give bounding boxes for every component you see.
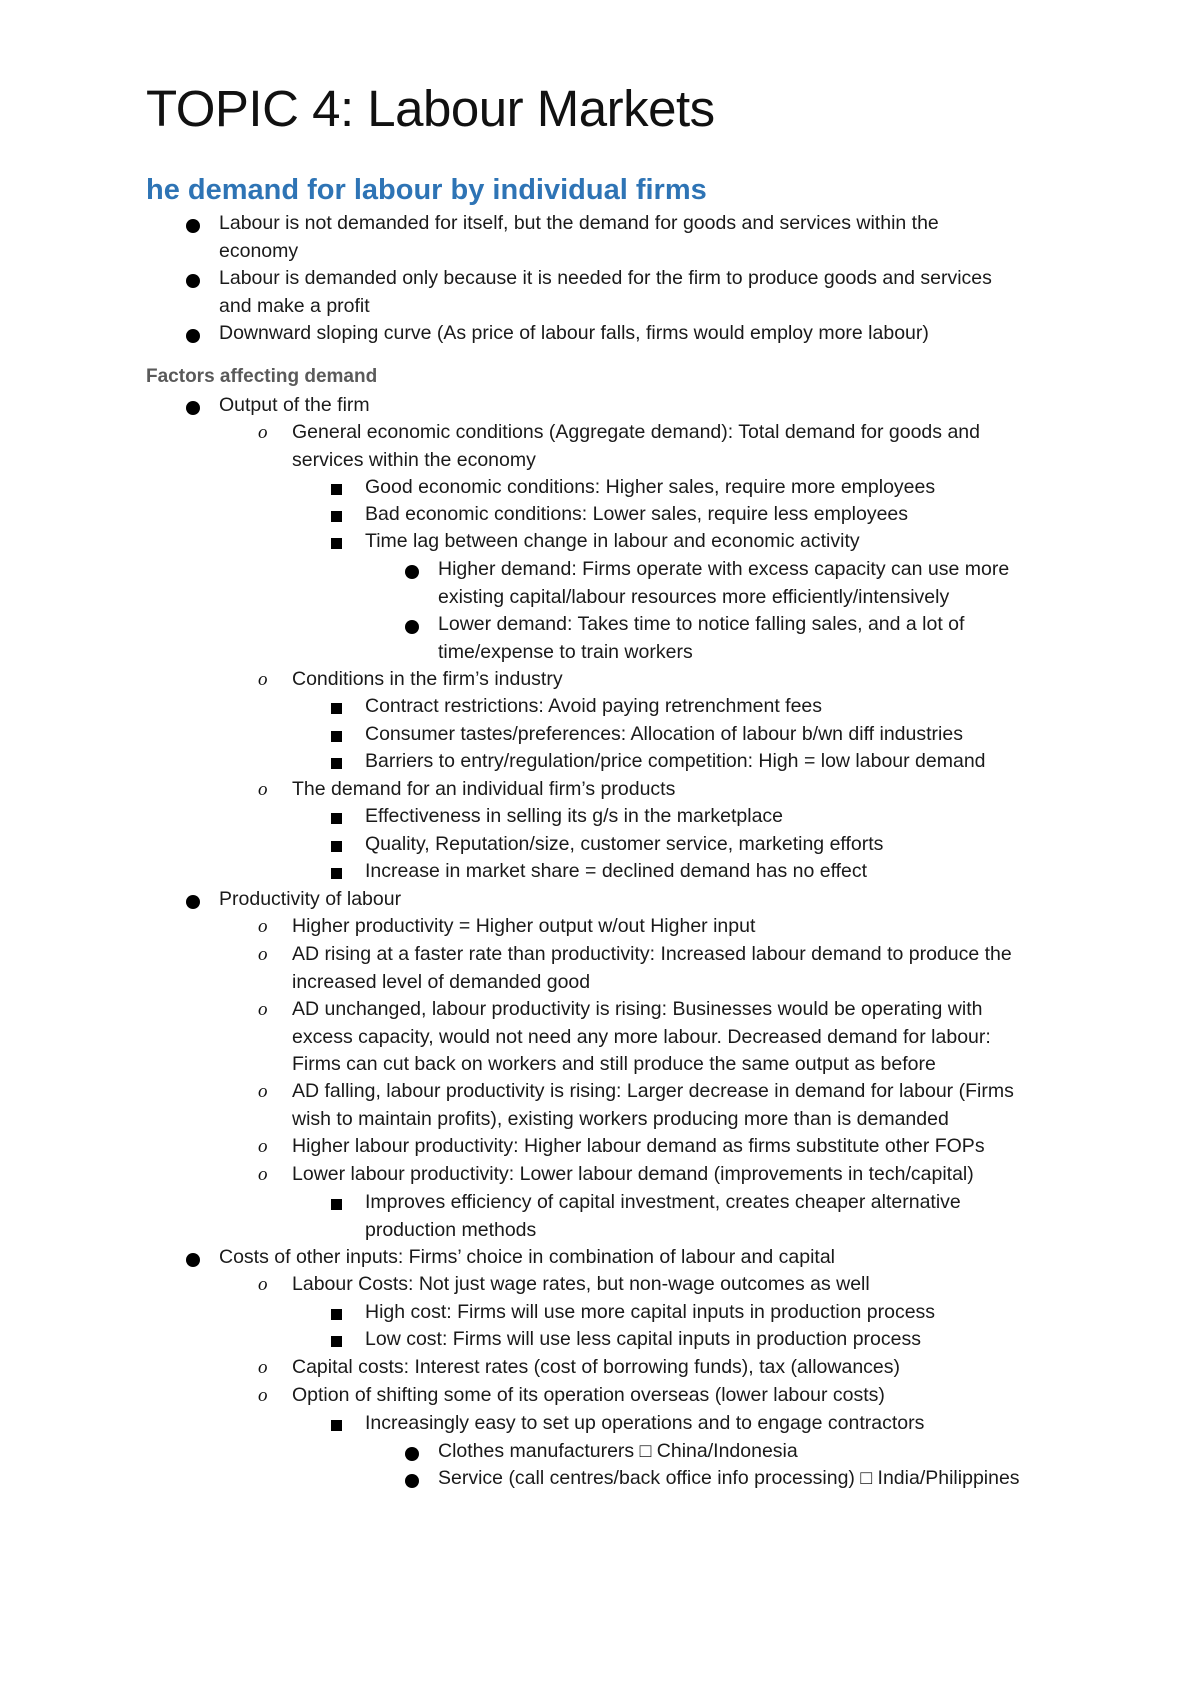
list-item-text: Clothes manufacturers <box>438 1440 635 1462</box>
list-item-text: Labour is not demanded for itself, but the demand for goods and services within the <box>219 212 939 234</box>
list-item <box>219 886 401 914</box>
bullet-circle-icon: o <box>258 1136 268 1157</box>
list-item-text: Labour Costs: Not just wage rates, but non-wage outcomes as well <box>292 1273 870 1295</box>
bullet-disc-icon <box>186 401 200 415</box>
list-item <box>365 693 822 721</box>
list-item <box>258 1133 985 1161</box>
list-item-text: Output of the firm <box>219 394 370 416</box>
list-item-text: AD rising at a faster rate than productivity: Increased labour demand to produce the <box>292 943 1012 965</box>
bullet-square-icon <box>331 841 342 852</box>
bullet-circle-icon: o <box>258 669 268 690</box>
arrow-placeholder-icon: □ <box>860 1467 873 1489</box>
list-item <box>365 858 867 886</box>
page-title: TOPIC 4: Labour Markets <box>146 80 715 137</box>
bullet-circle-icon: o <box>258 1357 268 1378</box>
list-item-text: Effectiveness in selling its g/s in the marketplace <box>365 805 784 827</box>
bullet-circle-icon: o <box>258 999 268 1020</box>
list-item-text: China/Indonesia <box>656 1440 798 1462</box>
list-item-text: AD unchanged, labour productivity is rising: Businesses would be operating with <box>292 998 983 1020</box>
list-item-text: services within the economy <box>292 448 536 471</box>
list-item-text: wish to maintain profits), existing workers producing more than is demanded <box>292 1107 949 1130</box>
list-item <box>258 419 980 474</box>
bullet-disc-icon <box>186 1253 200 1267</box>
bullet-disc-icon <box>405 1474 419 1488</box>
bullet-disc-icon <box>405 620 419 634</box>
list-item-text: Lower labour productivity: Lower labour demand (improvements in tech/capital) <box>292 1163 974 1185</box>
list-item <box>258 776 676 804</box>
bullet-circle-icon: o <box>258 422 268 443</box>
list-item <box>258 1271 870 1299</box>
list-item-text: Increasingly easy to set up operations and to engage contractors <box>365 1412 925 1434</box>
list-item-text: Increase in market share = declined demand has no effect <box>365 860 868 882</box>
bullet-disc-icon <box>405 1447 419 1461</box>
bullet-disc-icon <box>186 329 200 343</box>
list-item <box>438 556 1009 611</box>
bullet-square-icon <box>331 731 342 742</box>
list-item-text: Consumer tastes/preferences: Allocation of labour b/wn diff industries <box>365 723 963 745</box>
list-item-text: Labour is demanded only because it is needed for the firm to produce goods and services <box>219 267 992 289</box>
list-item <box>219 320 929 348</box>
list-item <box>365 748 986 776</box>
bullet-disc-icon <box>186 274 200 288</box>
list-item-text: Good economic conditions: Higher sales, require more employees <box>365 476 936 498</box>
list-item <box>365 803 783 831</box>
list-item <box>219 1244 835 1272</box>
list-item-text: Contract restrictions: Avoid paying retrenchment fees <box>365 695 823 717</box>
list-item <box>365 1410 924 1438</box>
bullet-square-icon <box>331 511 342 522</box>
bullet-square-icon <box>331 1336 342 1347</box>
bullet-disc-icon <box>186 219 200 233</box>
list-item-text: excess capacity, would not need any more labour. Decreased demand for labour: <box>292 1025 991 1048</box>
list-item <box>365 1326 921 1354</box>
bullet-circle-icon: o <box>258 779 268 800</box>
list-item-text: Productivity of labour <box>219 888 402 910</box>
list-item-text: Improves efficiency of capital investment, creates cheaper alternative <box>365 1191 961 1213</box>
subsection-heading: Factors affecting demand <box>146 366 378 387</box>
list-item-text: Time lag between change in labour and economic activity <box>365 530 860 552</box>
list-item <box>258 941 1012 996</box>
list-item-text: Conditions in the firm’s industry <box>292 668 563 690</box>
list-item <box>219 392 370 420</box>
list-item <box>258 1078 1014 1133</box>
list-item-text: General economic conditions (Aggregate demand): Total demand for goods and <box>292 421 980 443</box>
list-item-text: Option of shifting some of its operation overseas (lower labour costs) <box>292 1384 885 1406</box>
section-heading: he demand for labour by individual firms <box>146 174 707 206</box>
list-item <box>219 210 939 265</box>
list-item-text: Capital costs: Interest rates (cost of borrowing funds), tax (allowances) <box>292 1356 901 1378</box>
list-item <box>219 265 992 320</box>
list-item-text: Quality, Reputation/size, customer service, marketing efforts <box>365 833 884 855</box>
list-item <box>365 528 860 556</box>
list-item-text: Firms can cut back on workers and still produce the same output as before <box>292 1053 936 1075</box>
list-item-text: High cost: Firms will use more capital inputs in production process <box>365 1301 936 1323</box>
bullet-circle-icon: o <box>258 1385 268 1406</box>
list-item <box>258 1354 901 1382</box>
bullet-square-icon <box>331 758 342 769</box>
bullet-square-icon <box>331 1199 342 1210</box>
bullet-circle-icon: o <box>258 1274 268 1295</box>
bullet-circle-icon: o <box>258 916 268 937</box>
list-item-text: Higher productivity = Higher output w/out Higher input <box>292 915 756 937</box>
bullet-square-icon <box>331 484 342 495</box>
list-item-text: economy <box>219 239 299 262</box>
list-item-text: Costs of other inputs: Firms’ choice in combination of labour and capital <box>219 1246 836 1268</box>
list-item <box>365 1189 961 1244</box>
arrow-placeholder-icon: □ <box>639 1440 652 1462</box>
bullet-square-icon <box>331 813 342 824</box>
list-item <box>258 1382 885 1410</box>
list-item-text: increased level of demanded good <box>292 970 591 993</box>
list-item-text: Lower demand: Takes time to notice falling sales, and a lot of <box>438 613 965 635</box>
bullet-square-icon <box>331 1420 342 1431</box>
list-item <box>438 611 964 666</box>
list-item <box>365 1299 935 1327</box>
bullet-square-icon <box>331 538 342 549</box>
list-item <box>258 913 756 941</box>
list-item <box>365 831 883 859</box>
list-item-text: Higher labour productivity: Higher labour demand as firms substitute other FOPs <box>292 1135 985 1157</box>
bullet-circle-icon: o <box>258 1164 268 1185</box>
list-item <box>365 721 963 749</box>
list-item <box>258 666 563 694</box>
list-item <box>438 1438 798 1466</box>
list-item-text: Downward sloping curve (As price of labour falls, firms would employ more labour) <box>219 322 929 344</box>
bullet-circle-icon: o <box>258 1081 268 1102</box>
list-item-text: India/Philippines <box>877 1467 1020 1489</box>
list-item <box>365 474 935 502</box>
list-item-text: production methods <box>365 1218 537 1241</box>
list-item-text: Service (call centres/back office info processing) <box>438 1467 855 1489</box>
list-item-text: Bad economic conditions: Lower sales, require less employees <box>365 503 909 525</box>
bullet-square-icon <box>331 1309 342 1320</box>
list-item <box>258 996 991 1079</box>
list-item <box>365 501 908 529</box>
list-item-text: Higher demand: Firms operate with excess capacity can use more <box>438 558 1010 580</box>
bullet-square-icon <box>331 703 342 714</box>
list-item-text: AD falling, labour productivity is rising: Larger decrease in demand for labour (Firms <box>292 1080 1014 1102</box>
bullet-disc-icon <box>405 565 419 579</box>
list-item-text: time/expense to train workers <box>438 640 693 663</box>
list-item-text: and make a profit <box>219 294 370 317</box>
list-item-text: Low cost: Firms will use less capital inputs in production process <box>365 1328 921 1350</box>
bullet-circle-icon: o <box>258 944 268 965</box>
bullet-disc-icon <box>186 895 200 909</box>
list-item <box>258 1161 974 1189</box>
list-item-text: Barriers to entry/regulation/price competition: High = low labour demand <box>365 750 986 772</box>
list-item-text: The demand for an individual firm’s products <box>292 778 676 800</box>
list-item <box>438 1465 1020 1493</box>
list-item-text: existing capital/labour resources more efficiently/intensively <box>438 585 950 608</box>
bullet-square-icon <box>331 868 342 879</box>
